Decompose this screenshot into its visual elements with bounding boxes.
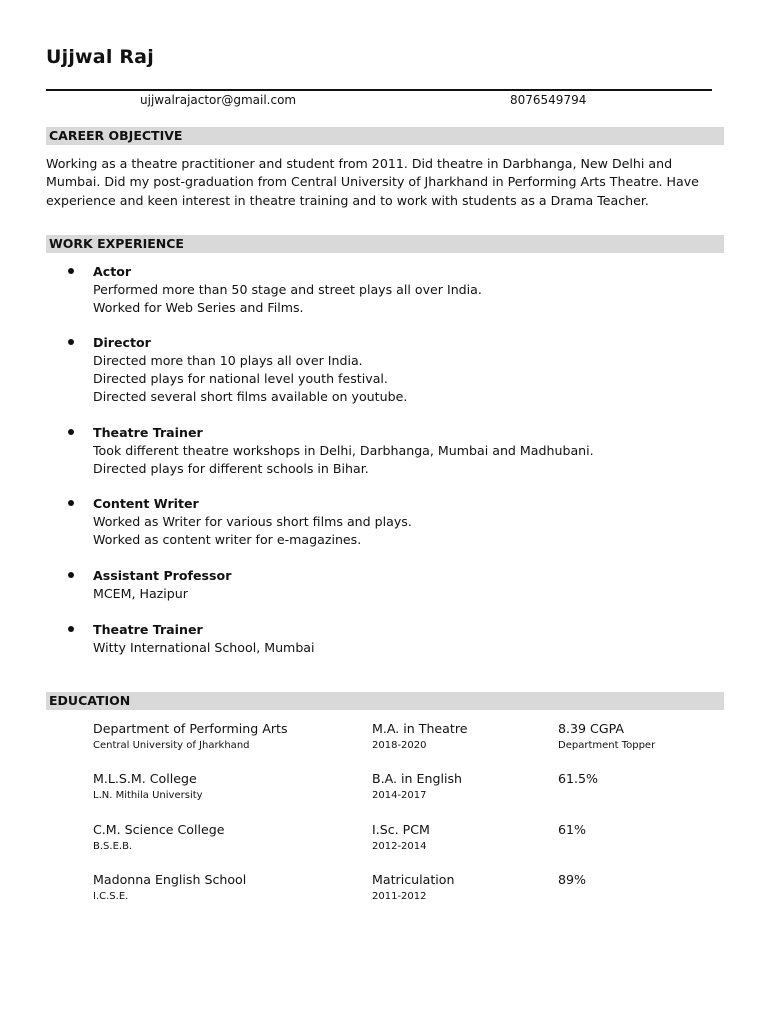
header-divider [46, 89, 712, 91]
work-detail: Witty International School, Mumbai [93, 640, 315, 655]
education-row [0, 872, 768, 908]
bullet-icon [68, 268, 74, 274]
work-role: Actor [93, 264, 132, 279]
bullet-icon [68, 572, 74, 578]
degree-note: Department Topper [558, 740, 656, 751]
work-detail: Worked as content writer for e-magazines. [93, 532, 362, 547]
degree-name: I.Sc. PCM [372, 822, 430, 837]
institution-name: C.M. Science College [93, 822, 225, 837]
degree-score: 61% [558, 822, 586, 837]
degree-score: 89% [558, 872, 586, 887]
work-role: Assistant Professor [93, 568, 232, 583]
education-row [0, 771, 768, 807]
candidate-name: Ujjwal Raj [46, 46, 154, 68]
institution-board: I.C.S.E. [93, 891, 129, 902]
degree-years: 2014-2017 [372, 790, 427, 801]
work-role: Theatre Trainer [93, 425, 203, 440]
work-detail: Directed plays for different schools in Bihar. [93, 461, 369, 476]
work-detail: Worked as Writer for various short films and plays. [93, 514, 412, 529]
work-role: Content Writer [93, 496, 199, 511]
work-detail: Worked for Web Series and Films. [93, 300, 304, 315]
degree-score: 8.39 CGPA [558, 721, 624, 736]
phone-number: 8076549794 [510, 93, 587, 107]
bullet-icon [68, 626, 74, 632]
degree-years: 2018-2020 [372, 740, 427, 751]
institution-board: B.S.E.B. [93, 841, 133, 852]
degree-years: 2011-2012 [372, 891, 427, 902]
education-row [0, 822, 768, 858]
degree-name: M.A. in Theatre [372, 721, 468, 736]
work-role: Director [93, 335, 151, 350]
institution-board: L.N. Mithila University [93, 790, 203, 801]
email-address: ujjwalrajactor@gmail.com [140, 93, 297, 107]
bullet-icon [68, 500, 74, 506]
section-title: CAREER OBJECTIVE [49, 128, 183, 143]
work-detail: MCEM, Hazipur [93, 586, 188, 601]
bullet-icon [68, 429, 74, 435]
career-objective-text: Working as a theatre practitioner and student from 2011. Did theatre in Darbhanga, New Delhi and Mumbai. Did my post-graduation from Central University of Jharkhand in Performing Arts Theatre. Have experience and keen interest in theatre training and to work with students as a Drama Teacher. [46, 156, 699, 208]
institution-name: M.L.S.M. College [93, 771, 197, 786]
work-detail: Directed more than 10 plays all over India. [93, 353, 363, 368]
work-detail: Directed plays for national level youth festival. [93, 371, 388, 386]
work-detail: Took different theatre workshops in Delhi, Darbhanga, Mumbai and Madhubani. [93, 443, 594, 458]
institution-name: Department of Performing Arts [93, 721, 288, 736]
work-role: Theatre Trainer [93, 622, 203, 637]
work-detail: Directed several short films available on youtube. [93, 389, 408, 404]
section-header-work-experience [46, 235, 724, 253]
institution-name: Madonna English School [93, 872, 247, 887]
section-title: EDUCATION [49, 693, 131, 708]
work-detail: Performed more than 50 stage and street plays all over India. [93, 282, 482, 297]
section-header-education [46, 692, 724, 710]
degree-years: 2012-2014 [372, 841, 427, 852]
institution-board: Central University of Jharkhand [93, 740, 250, 751]
degree-score: 61.5% [558, 771, 599, 786]
bullet-icon [68, 339, 74, 345]
degree-name: Matriculation [372, 872, 455, 887]
degree-name: B.A. in English [372, 771, 463, 786]
education-row [0, 721, 768, 757]
section-header-career-objective [46, 127, 724, 145]
section-title: WORK EXPERIENCE [49, 236, 184, 251]
